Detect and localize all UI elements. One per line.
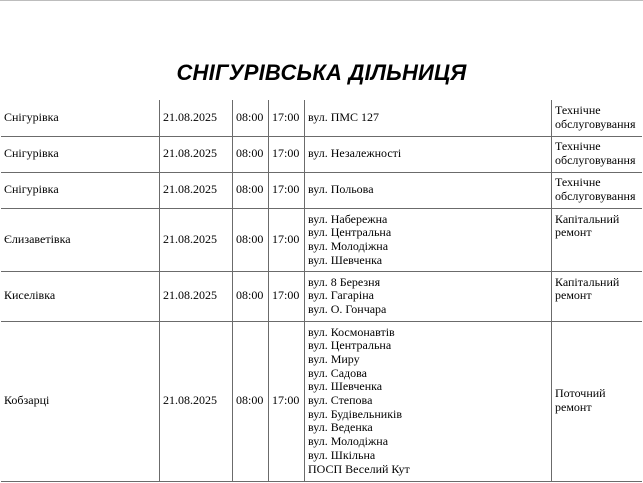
start-time-cell: 08:00 [233, 172, 269, 208]
table-row [1, 271, 642, 321]
table-row [1, 208, 642, 271]
settlement-cell: Снігурівка [1, 100, 160, 136]
work-type-cell [552, 321, 643, 481]
date-cell: 21.08.2025 [160, 136, 233, 172]
street-item: вул. Молодіжна [308, 238, 389, 253]
date-cell: 21.08.2025 [160, 172, 233, 208]
street-item: вул. Центральна [308, 338, 392, 353]
street-item: вул. Набережна [308, 211, 388, 226]
end-time-cell: 17:00 [269, 271, 305, 321]
start-time-cell: 08:00 [233, 208, 269, 271]
work-type-cell [552, 208, 643, 271]
street-item: вул. Будівельників [308, 406, 403, 421]
date-cell: 21.08.2025 [160, 321, 233, 481]
work-type-cell [552, 136, 643, 172]
work-type-line: Капітальний [555, 274, 620, 289]
top-divider [0, 0, 643, 1]
street-item: вул. Молодіжна [308, 434, 389, 449]
start-time-cell: 08:00 [233, 100, 269, 136]
street-item: вул. Садова [308, 365, 367, 380]
work-type-line: обслуговування [555, 153, 636, 167]
street-item: вул. Шкільна [308, 447, 376, 462]
street-item: вул. 8 Березня [308, 274, 381, 289]
date-cell: 21.08.2025 [160, 208, 233, 271]
settlement-cell: Киселівка [1, 271, 160, 321]
work-type-line: обслуговування [555, 116, 636, 131]
end-time-cell: 17:00 [269, 100, 305, 136]
settlement-cell: Єлизаветівка [1, 208, 160, 271]
settlement-cell: Снігурівка [1, 136, 160, 172]
end-time-cell: 17:00 [269, 172, 305, 208]
settlement-cell: Кобзарці [1, 321, 160, 481]
start-time-cell: 08:00 [233, 136, 269, 172]
work-type-cell [552, 100, 643, 136]
work-type-line: обслуговування [555, 189, 636, 203]
table-row [1, 100, 642, 136]
work-type-line: Технічне [555, 103, 601, 118]
table-row [1, 321, 642, 481]
street-item: ПОСП Веселий Кут [308, 461, 410, 476]
street-item: вул. Миру [308, 351, 360, 366]
outage-schedule-table [1, 100, 642, 482]
streets-cell [305, 100, 552, 136]
street-item: вул. Веденка [308, 420, 373, 435]
page-title: СНІГУРІВСЬКА ДІЛЬНИЦЯ [176, 60, 467, 85]
streets-cell [305, 208, 552, 271]
work-type-cell [552, 271, 643, 321]
start-time-cell: 08:00 [233, 321, 269, 481]
work-type-line: ремонт [555, 225, 592, 240]
street-item: вул. ПМС 127 [308, 109, 380, 124]
work-type-line: Технічне [555, 139, 601, 154]
work-type-line: Технічне [555, 175, 601, 190]
streets-cell [305, 136, 552, 172]
street-item: вул. Гагаріна [308, 288, 375, 303]
street-item: вул. Польова [308, 182, 374, 197]
work-type-line: Поточний [555, 386, 606, 401]
street-item: вул. Шевченка [308, 252, 383, 267]
streets-cell [305, 321, 552, 481]
date-cell: 21.08.2025 [160, 271, 233, 321]
street-item: вул. Незалежності [308, 146, 402, 161]
street-item: вул. Степова [308, 393, 373, 408]
streets-cell [305, 172, 552, 208]
streets-cell [305, 271, 552, 321]
date-cell: 21.08.2025 [160, 100, 233, 136]
table-row [1, 172, 642, 208]
work-type-line: Капітальний [555, 211, 620, 226]
start-time-cell: 08:00 [233, 271, 269, 321]
street-item: вул. Центральна [308, 225, 392, 240]
end-time-cell: 17:00 [269, 321, 305, 481]
work-type-line: ремонт [555, 288, 592, 303]
end-time-cell: 17:00 [269, 136, 305, 172]
street-item: вул. Космонавтів [308, 324, 395, 339]
settlement-cell: Снігурівка [1, 172, 160, 208]
street-item: вул. Шевченка [308, 379, 383, 394]
street-item: вул. О. Гончара [308, 301, 387, 316]
work-type-cell [552, 172, 643, 208]
work-type-line: ремонт [555, 400, 592, 414]
table-row [1, 136, 642, 172]
end-time-cell: 17:00 [269, 208, 305, 271]
